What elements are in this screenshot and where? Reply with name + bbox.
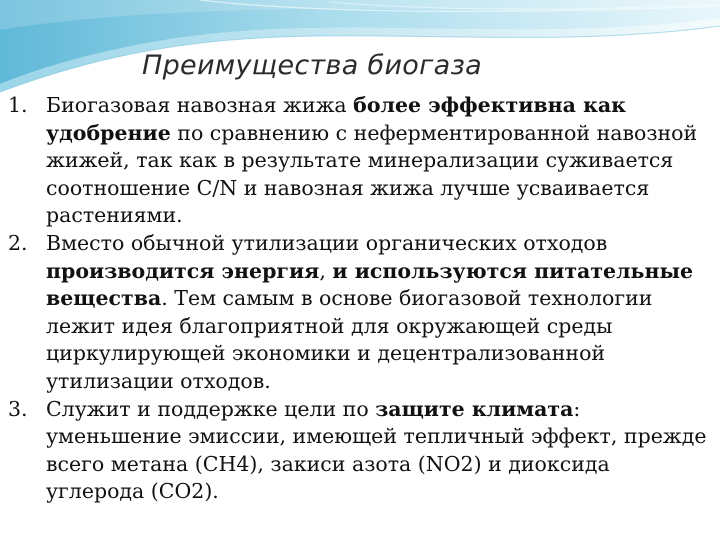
advantages-list <box>8 92 714 506</box>
item-text: . Тем самым в основе биогазовой технологии лежит идея благоприятной для окружающей среды циркулирующей экономики и децентрализованной утилизации отходов. <box>46 286 653 393</box>
list-item <box>8 92 714 230</box>
slide-title: Преимущества биогаза <box>142 50 482 81</box>
item-text: по сравнению с неферментированной навозной жижей, так как в результате минерализации суживается соотношение С/N и навозная жижа лучше усваивается растениями. <box>46 120 698 228</box>
item-number: 3. <box>8 396 28 421</box>
item-text: : уменьшение эмиссии, имеющей тепличный эффект, прежде всего метана (СН4), закиси азота (NO2) и диоксида углерода (CO2). <box>46 396 707 504</box>
list-item <box>8 396 714 506</box>
item-number: 2. <box>8 230 28 255</box>
item-text-bold: и используются питательные вещества <box>46 258 694 311</box>
item-text-bold: защите климата <box>375 396 574 421</box>
item-text-bold: более эффективна как удобрение <box>46 93 626 145</box>
item-text: Вместо обычной утилизации органических отходов <box>46 230 608 255</box>
item-text-bold: производится энергия <box>46 258 320 283</box>
item-number: 1. <box>8 93 28 117</box>
item-text: , <box>319 258 333 283</box>
item-text: Служит и поддержке цели по <box>46 396 376 421</box>
list-item <box>8 230 714 396</box>
item-text: Биогазовая навозная жижа <box>46 93 354 117</box>
